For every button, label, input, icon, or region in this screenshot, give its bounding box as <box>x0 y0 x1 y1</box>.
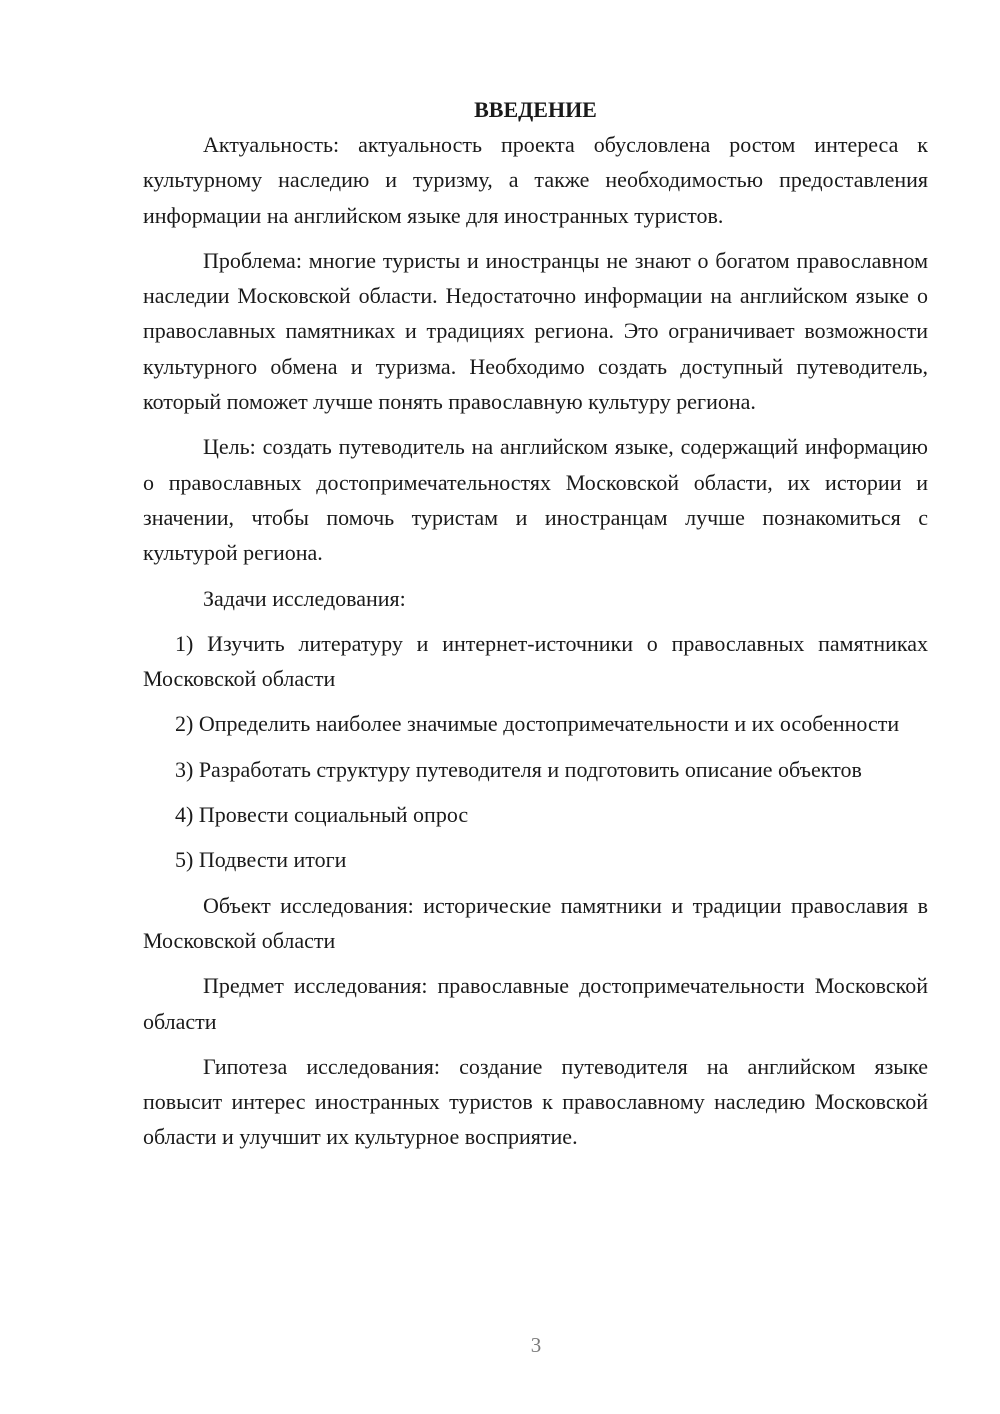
task-item: 5) Подвести итоги <box>175 847 347 873</box>
paragraph-tasks-intro: Задачи исследования: <box>203 585 406 611</box>
page-number: 3 <box>530 1333 542 1357</box>
paragraph-object: Объект исследования: исторические памятники и традиции православия в Московской области <box>143 892 928 953</box>
section-heading: ВВЕДЕНИЕ <box>474 97 597 122</box>
paragraph-subject: Предмет исследования: православные достопримечательности Московской области <box>143 973 928 1034</box>
paragraph-relevance: Актуальность: актуальность проекта обусловлена ростом интереса к культурному наследию и туризму, а также необходимостью предоставления информации на английском языке для иностранных туристов. <box>143 132 928 228</box>
paragraph-problem: Проблема: многие туристы и иностранцы не знают о богатом православном наследии Московской области. Недостаточно информации на английском языке о православных памятниках и традициях региона. Это ограничивает возможности культурного обмена и туризма. Необходимо создать доступный путеводитель, который поможет лучше понять православную культуру региона. <box>143 247 928 415</box>
document-page <box>143 92 928 1165</box>
paragraph-hypothesis: Гипотеза исследования: создание путеводителя на английском языке повысит интерес иностранных туристов к православному наследию Московской области и улучшит их культурное восприятие. <box>143 1053 928 1150</box>
task-item: 3) Разработать структуру путеводителя и подготовить описание объектов <box>175 756 862 782</box>
task-item: 1) Изучить литературу и интернет-источники о православных памятниках Московской области <box>143 630 928 692</box>
task-item: 2) Определить наиболее значимые достопримечательности и их особенности <box>175 711 900 737</box>
task-item: 4) Провести социальный опрос <box>175 802 469 828</box>
paragraph-goal: Цель: создать путеводитель на английском языке, содержащий информацию о православных достопримечательностях Московской области, их истории и значении, чтобы помочь туристам и иностранцам лучше познакомиться с культурой региона. <box>143 434 928 566</box>
